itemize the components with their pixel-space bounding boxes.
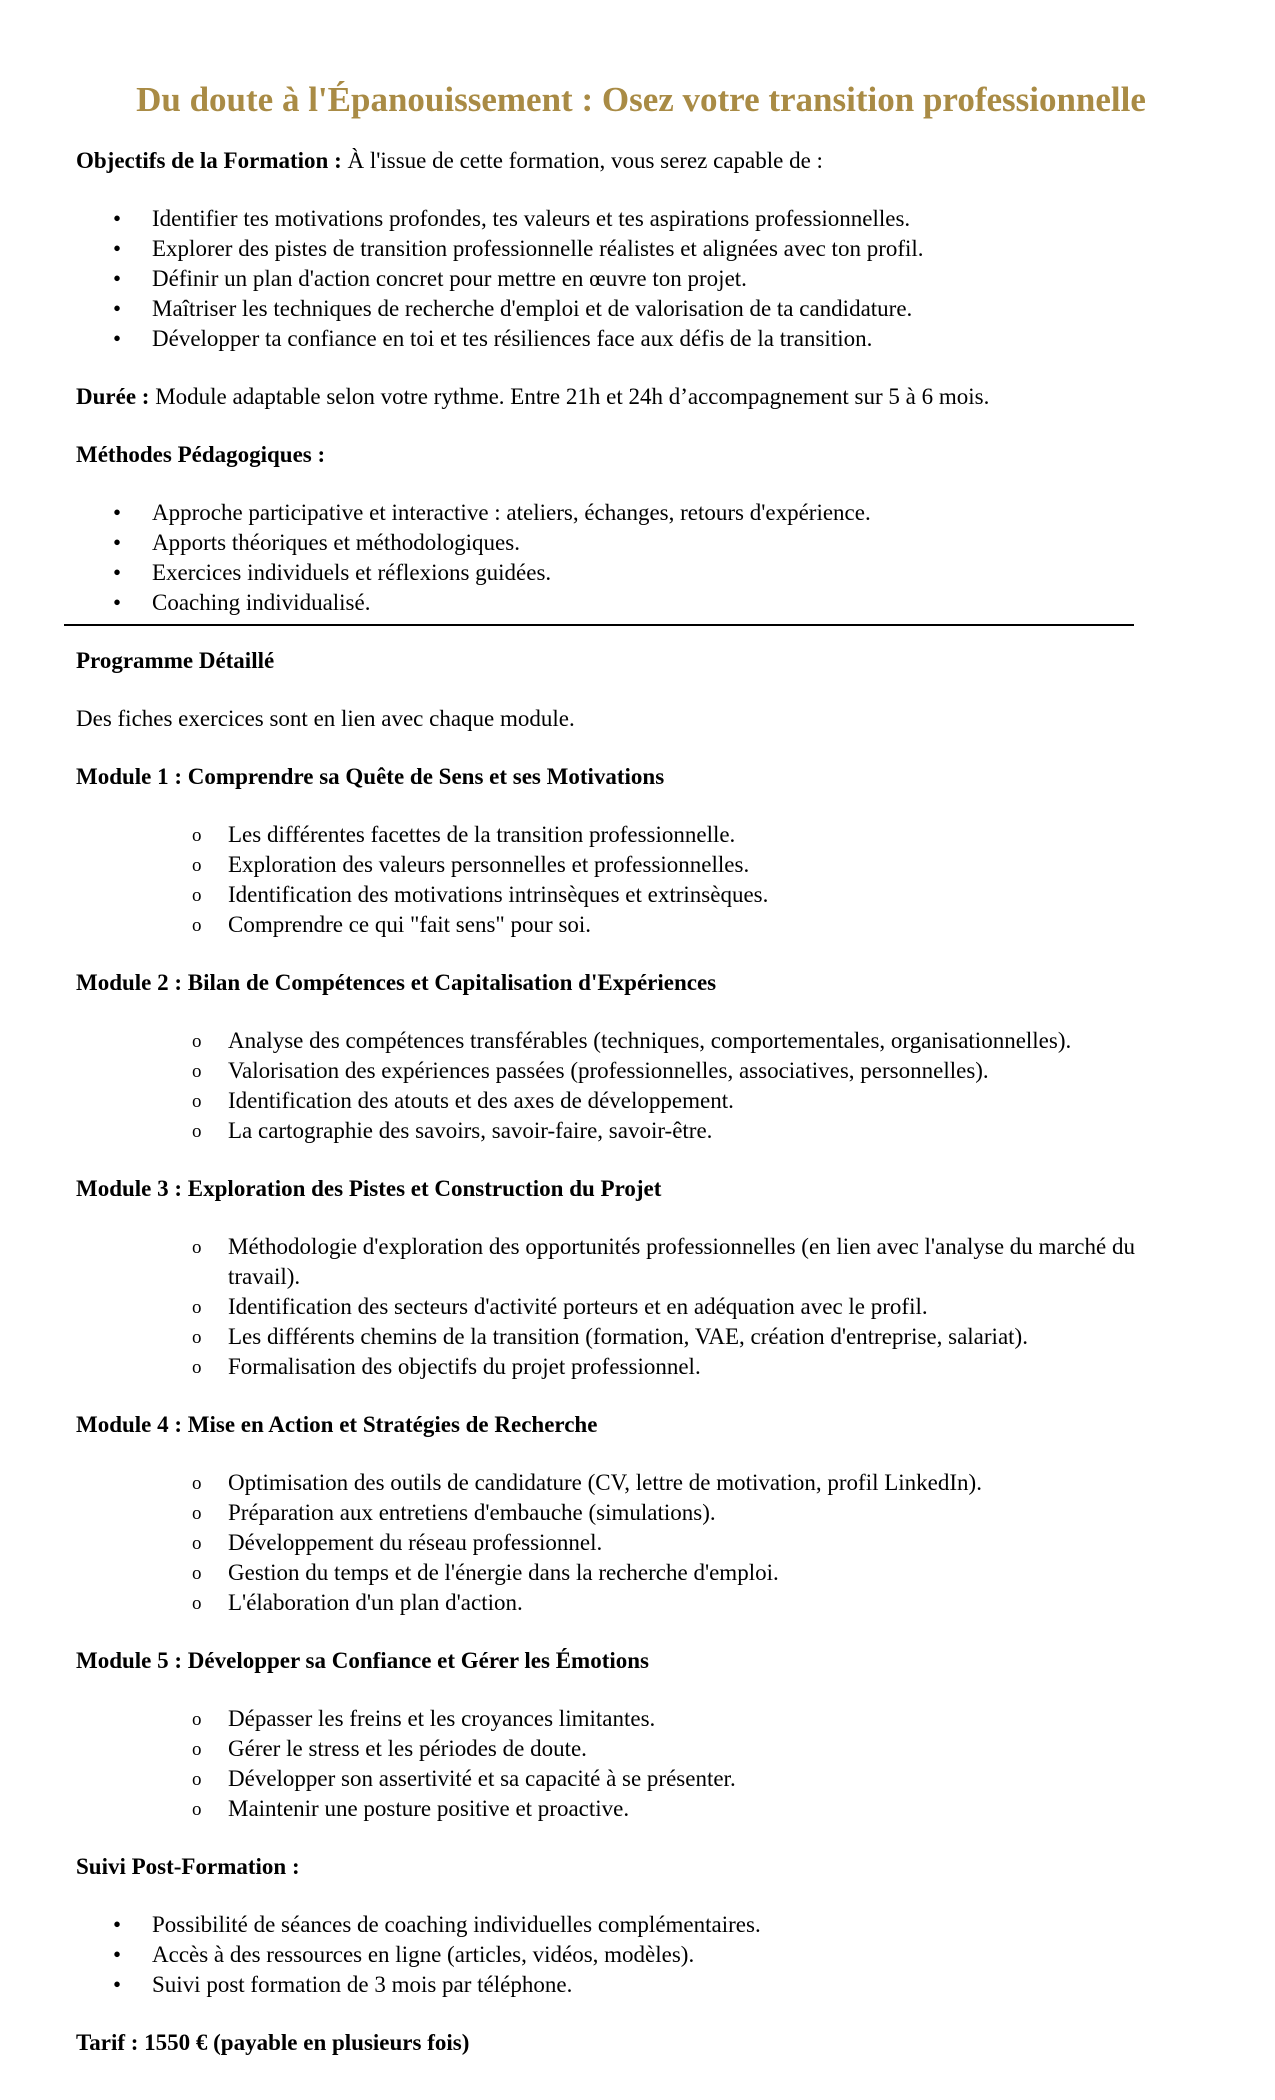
list-item: o Comprendre ce qui "fait sens" pour soi. bbox=[76, 910, 1206, 940]
methodes-heading bbox=[76, 440, 1206, 470]
list-item: o Identification des atouts et des axes de développement. bbox=[76, 1086, 1206, 1116]
list-item: o Formalisation des objectifs du projet professionnel. bbox=[76, 1352, 1206, 1382]
suivi-label: Suivi Post-Formation : bbox=[76, 1854, 300, 1879]
module-4-title bbox=[76, 1410, 1206, 1440]
list-item: o La cartographie des savoirs, savoir-faire, savoir-être. bbox=[76, 1116, 1206, 1146]
list-item: o Développement du réseau professionnel. bbox=[76, 1528, 1206, 1558]
programme-heading bbox=[76, 646, 1206, 676]
module-3-title bbox=[76, 1174, 1206, 1204]
module-2-title bbox=[76, 968, 1206, 998]
list-item: o Les différentes facettes de la transition professionnelle. bbox=[76, 820, 1206, 850]
module-5-list bbox=[76, 1704, 1206, 1824]
objectifs-paragraph bbox=[76, 146, 1206, 176]
list-item: • Définir un plan d'action concret pour mettre en œuvre ton projet. bbox=[76, 264, 1206, 294]
module-2-list bbox=[76, 1026, 1206, 1146]
list-item: o Gérer le stress et les périodes de doute. bbox=[76, 1734, 1206, 1764]
module-1-list bbox=[76, 820, 1206, 940]
list-item: o L'élaboration d'un plan d'action. bbox=[76, 1588, 1206, 1618]
module-5-title-text: Module 5 : Développer sa Confiance et Gérer les Émotions bbox=[76, 1648, 650, 1673]
list-item: o Optimisation des outils de candidature (CV, lettre de motivation, profil LinkedIn). bbox=[76, 1468, 1206, 1498]
objectifs-label: Objectifs de la Formation : bbox=[76, 148, 342, 173]
document-title: Du doute à l'Épanouissement : Osez votre transition professionnelle bbox=[136, 80, 1146, 119]
list-item: o Préparation aux entretiens d'embauche (simulations). bbox=[76, 1498, 1206, 1528]
module-1-title bbox=[76, 762, 1206, 792]
horizontal-rule bbox=[64, 624, 1134, 626]
list-item: • Explorer des pistes de transition professionnelle réalistes et alignées avec ton profil. bbox=[76, 234, 1206, 264]
list-item: • Coaching individualisé. bbox=[76, 588, 1206, 618]
list-item: o Identification des secteurs d'activité porteurs et en adéquation avec le profil. bbox=[76, 1292, 1206, 1322]
spacer bbox=[76, 618, 1206, 646]
objectifs-text: À l'issue de cette formation, vous serez capable de : bbox=[341, 148, 823, 173]
list-item: • Accès à des ressources en ligne (articles, vidéos, modèles). bbox=[76, 1940, 1206, 1970]
list-item: o Maintenir une posture positive et proactive. bbox=[76, 1794, 1206, 1824]
list-item: • Identifier tes motivations profondes, tes valeurs et tes aspirations professionnelles. bbox=[76, 204, 1206, 234]
suivi-list bbox=[76, 1910, 1206, 2000]
module-4-list bbox=[76, 1468, 1206, 1618]
list-item: o Valorisation des expériences passées (professionnelles, associatives, personnelles). bbox=[76, 1056, 1206, 1086]
module-2-title-text: Module 2 : Bilan de Compétences et Capitalisation d'Expériences bbox=[76, 970, 717, 995]
module-5-title bbox=[76, 1646, 1206, 1676]
document-content bbox=[76, 70, 1206, 2058]
list-item: • Suivi post formation de 3 mois par téléphone. bbox=[76, 1970, 1206, 2000]
list-item: o Exploration des valeurs personnelles et professionnelles. bbox=[76, 850, 1206, 880]
list-item: o Gestion du temps et de l'énergie dans la recherche d'emploi. bbox=[76, 1558, 1206, 1588]
list-item: o Identification des motivations intrinsèques et extrinsèques. bbox=[76, 880, 1206, 910]
list-item: • Approche participative et interactive : ateliers, échanges, retours d'expérience. bbox=[76, 498, 1206, 528]
list-item: • Exercices individuels et réflexions guidées. bbox=[76, 558, 1206, 588]
methodes-list bbox=[76, 498, 1206, 618]
list-item: • Possibilité de séances de coaching individuelles complémentaires. bbox=[76, 1910, 1206, 1940]
module-4-title-text: Module 4 : Mise en Action et Stratégies de Recherche bbox=[76, 1412, 598, 1437]
duree-paragraph bbox=[76, 382, 1206, 412]
suivi-heading bbox=[76, 1852, 1206, 1882]
list-item: o Analyse des compétences transférables (techniques, comportementales, organisationnelles). bbox=[76, 1026, 1206, 1056]
list-item: • Maîtriser les techniques de recherche d'emploi et de valorisation de ta candidature. bbox=[76, 294, 1206, 324]
list-item: • Développer ta confiance en toi et tes résiliences face aux défis de la transition. bbox=[76, 324, 1206, 354]
duree-text: Module adaptable selon votre rythme. Entre 21h et 24h d’accompagnement sur 5 à 6 mois. bbox=[149, 384, 990, 409]
duree-label: Durée : bbox=[76, 384, 150, 409]
list-item: o Développer son assertivité et sa capacité à se présenter. bbox=[76, 1764, 1206, 1794]
tarif-paragraph bbox=[76, 2028, 1206, 2058]
objectifs-list bbox=[76, 204, 1206, 354]
module-1-title-text: Module 1 : Comprendre sa Quête de Sens et ses Motivations bbox=[76, 764, 665, 789]
programme-heading-label: Programme Détaillé bbox=[76, 648, 275, 673]
tarif-text: Tarif : 1550 € (payable en plusieurs fois) bbox=[76, 2030, 470, 2055]
module-3-list bbox=[76, 1232, 1206, 1382]
list-item: • Apports théoriques et méthodologiques. bbox=[76, 528, 1206, 558]
module-3-title-text: Module 3 : Exploration des Pistes et Construction du Projet bbox=[76, 1176, 662, 1201]
list-item: o Les différents chemins de la transition (formation, VAE, création d'entreprise, salariat). bbox=[76, 1322, 1206, 1352]
methodes-label: Méthodes Pédagogiques : bbox=[76, 442, 326, 467]
list-item: o Méthodologie d'exploration des opportunités professionnelles (en lien avec l'analyse du marché du travail). bbox=[76, 1232, 1206, 1292]
list-item: o Dépasser les freins et les croyances limitantes. bbox=[76, 1704, 1206, 1734]
programme-intro: Des fiches exercices sont en lien avec chaque module. bbox=[76, 706, 575, 731]
